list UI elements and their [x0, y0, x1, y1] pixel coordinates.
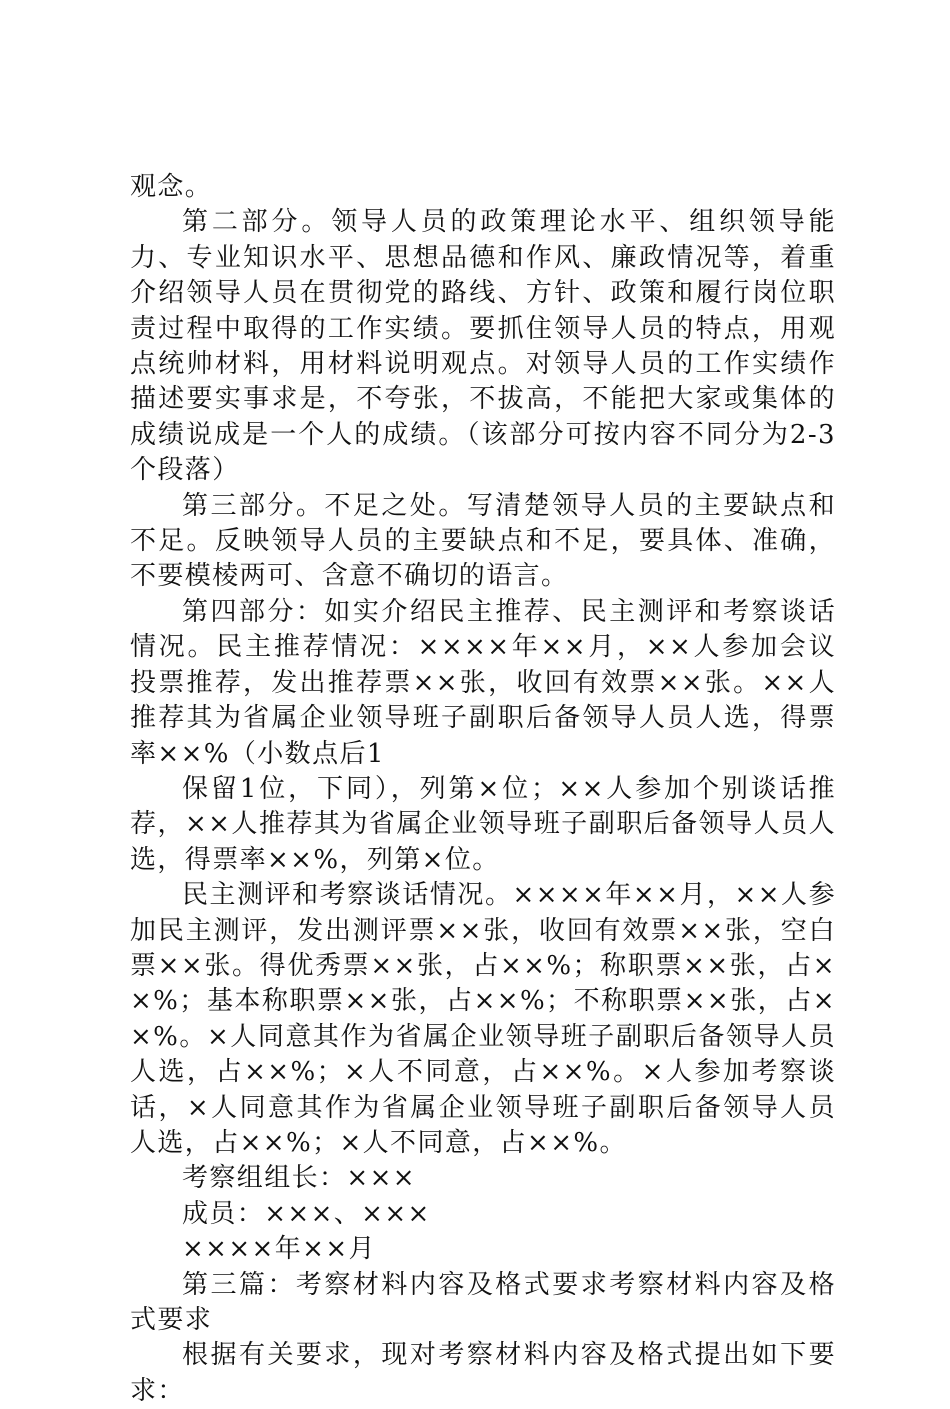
- signature-members: 成员：×××、×××: [182, 1198, 431, 1229]
- paragraph-part-four: 第四部分：如实介绍民主推荐、民主测评和考察谈话情况。民主推荐情况：××××年××月，××人参加会议投票推荐，发出推荐票××张，收回有效票××张。××人推荐其为省属企业领导班子副职后备领导人员人选，得票率××%（小数点后1: [130, 596, 836, 769]
- document-body: [130, 170, 836, 1409]
- paragraph-part-two: 第二部分。领导人员的政策理论水平、组织领导能力、专业知识水平、思想品德和作风、廉政情况等，着重介绍领导人员在贯彻党的路线、方针、政策和履行岗位职责过程中取得的工作实绩。要抓住领导人员的特点，用观点统帅材料，用材料说明观点。对领导人员的工作实绩作描述要实事求是，不夸张，不拔高，不能把大家或集体的成绩说成是一个人的成绩。（该部分可按内容不同分为2-3个段落）: [130, 207, 836, 486]
- paragraph-requirements-intro: 根据有关要求，现对考察材料内容及格式提出如下要求：: [130, 1340, 836, 1406]
- paragraph-continuation: 观念。: [130, 172, 213, 202]
- section-heading: 第三篇：考察材料内容及格式要求考察材料内容及格式要求: [130, 1269, 836, 1335]
- paragraph-part-four-continued: 保留1位，下同），列第×位；××人参加个别谈话推荐，××人推荐其为省属企业领导班子副职后备领导人员人选，得票率××%，列第×位。: [130, 773, 836, 875]
- signature-team-leader: 考察组组长：×××: [182, 1163, 416, 1194]
- paragraph-evaluation: 民主测评和考察谈话情况。××××年××月，××人参加民主测评，发出测评票××张，收回有效票××张，空白票××张。得优秀票××张，占××%；称职票××张，占××%；基本称职票××张，占××%；不称职票××张，占××%。×人同意其作为省属企业领导班子副职后备领导人员人选，占××%；×人不同意，占××%。×人参加考察谈话，×人同意其作为省属企业领导班子副职后备领导人员人选，占××%；×人不同意，占××%。: [130, 880, 836, 1158]
- signature-date: ××××年××月: [182, 1234, 376, 1265]
- paragraph-part-three: 第三部分。不足之处。写清楚领导人员的主要缺点和不足。反映领导人员的主要缺点和不足，要具体、准确，不要模棱两可、含意不确切的语言。: [130, 490, 836, 592]
